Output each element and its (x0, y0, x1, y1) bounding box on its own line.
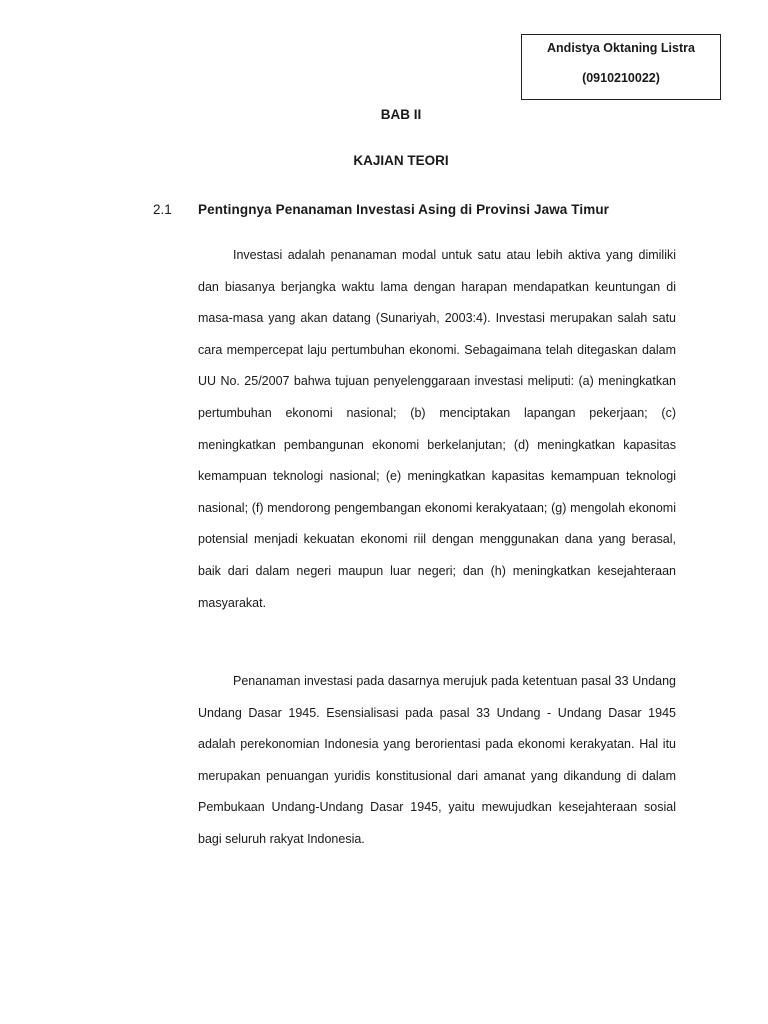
section-number: 2.1 (153, 202, 172, 217)
body-paragraph-1: Investasi adalah penanaman modal untuk satu atau lebih aktiva yang dimiliki dan biasanya berjangka waktu lama dengan harapan mendapatkan keuntungan di masa-masa yang akan datang (Sunariyah, 2003:4). Investasi merupakan salah satu cara mempercepat laju pertumbuhan ekonomi. Sebagaimana telah ditegaskan dalam UU No. 25/2007 bahwa tujuan penyelenggaraan investasi meliputi: (a) meningkatkan pertumbuhan ekonomi nasional; (b) menciptakan lapangan pekerjaan; (c) meningkatkan pembangunan ekonomi berkelanjutan; (d) meningkatkan kapasitas kemampuan teknologi nasional; (e) meningkatkan kapasitas kemampuan teknologi nasional; (f) mendorong pengembangan ekonomi kerakyataan; (g) mengolah ekonomi potensial menjadi kekuatan ekonomi riil dengan menggunakan dana yang berasal, baik dari dalam negeri maupun luar negeri; dan (h) meningkatkan kesejahteraan masyarakat. (198, 248, 676, 610)
author-info-box (521, 34, 721, 100)
author-name: Andistya Oktaning Listra (547, 41, 695, 55)
chapter-title: KAJIAN TEORI (353, 153, 449, 168)
body-paragraph-2: Penanaman investasi pada dasarnya merujuk pada ketentuan pasal 33 Undang Undang Dasar 1945. Esensialisasi pada pasal 33 Undang - Undang Dasar 1945 adalah perekonomian Indonesia yang berorientasi pada ekonomi kerakyatan. Hal itu merupakan penuangan yuridis konstitusional dari amanat yang dikandung di dalam Pembukaan Undang-Undang Dasar 1945, yaitu mewujudkan kesejahteraan sosial bagi seluruh rakyat Indonesia. (198, 674, 676, 846)
chapter-label: BAB II (380, 107, 422, 122)
author-student-id: (0910210022) (582, 71, 660, 85)
section-title: Pentingnya Penanaman Investasi Asing di Provinsi Jawa Timur (198, 202, 610, 217)
